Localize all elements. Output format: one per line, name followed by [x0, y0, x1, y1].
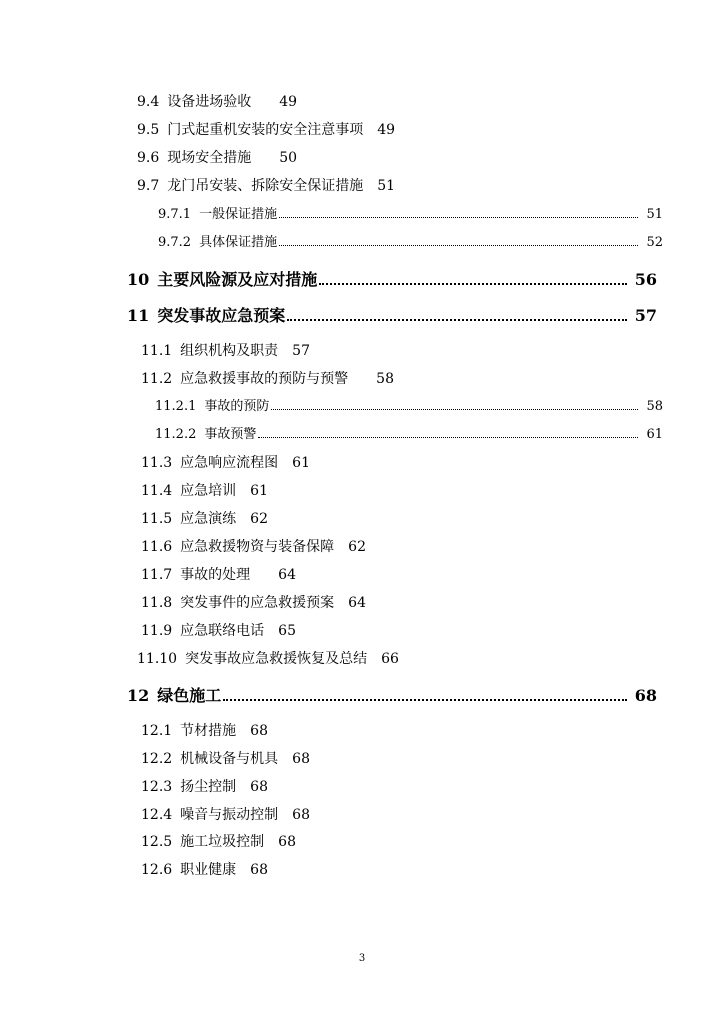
toc-entry-number: 12.5: [141, 834, 173, 850]
toc-entry-number: 11.2.1: [155, 399, 197, 414]
toc-chapter-10[interactable]: [127, 270, 657, 290]
toc-entry-title: 机械设备与机具: [180, 751, 279, 767]
toc-entry-11-8[interactable]: [141, 594, 366, 612]
toc-entry-number: 11.5: [141, 511, 173, 527]
toc-entry-title: 应急救援事故的预防与预警: [180, 371, 349, 387]
toc-entry-number: 12: [127, 686, 150, 705]
toc-entry-title: 一般保证措施: [199, 207, 278, 222]
toc-entry-11-2-1[interactable]: [155, 398, 663, 416]
toc-entry-page: 57: [292, 343, 310, 359]
toc-entry-number: 11.3: [141, 455, 173, 471]
toc-entry-11-2-2[interactable]: [155, 426, 663, 444]
dot-leader: [223, 698, 626, 701]
toc-entry-page: 68: [250, 862, 268, 878]
toc-entry-number: 9.7.2: [158, 235, 192, 250]
toc-entry-number: 12.3: [141, 779, 173, 795]
toc-entry-11-9[interactable]: [141, 622, 296, 640]
toc-entry-number: 12.1: [141, 723, 173, 739]
toc-entry-number: 9.4: [137, 94, 160, 110]
toc-entry-title: 突发事件的应急救援预案: [180, 595, 335, 611]
toc-entry-page: 68: [634, 686, 657, 705]
toc-entry-11-7[interactable]: [141, 566, 296, 584]
toc-entry-title: 施工垃圾控制: [180, 834, 265, 850]
toc-chapter-12[interactable]: [127, 686, 657, 706]
toc-entry-page: 61: [292, 455, 310, 471]
toc-entry-11-3[interactable]: [141, 454, 310, 472]
toc-entry-number: 11.7: [141, 567, 173, 583]
toc-entry-number: 9.5: [137, 122, 160, 138]
toc-entry-page: 65: [278, 623, 296, 639]
toc-entry-9-7-2[interactable]: [158, 234, 663, 252]
toc-entry-title: 事故的预防: [204, 399, 270, 414]
toc-entry-9-7[interactable]: [137, 177, 395, 195]
dot-leader: [279, 244, 638, 246]
toc-entry-title: 应急响应流程图: [180, 455, 279, 471]
toc-entry-title: 职业健康: [180, 862, 237, 878]
toc-entry-number: 11.8: [141, 595, 173, 611]
toc-entry-12-6[interactable]: [141, 861, 268, 879]
toc-entry-title: 突发事故应急救援恢复及总结: [185, 651, 368, 667]
toc-entry-12-3[interactable]: [141, 778, 268, 796]
toc-entry-11-2[interactable]: [141, 370, 394, 388]
toc-entry-9-7-1[interactable]: [158, 206, 663, 224]
toc-entry-title: 绿色施工: [157, 686, 222, 705]
toc-entry-number: 11.1: [141, 343, 173, 359]
toc-entry-title: 具体保证措施: [199, 235, 278, 250]
toc-entry-number: 11.2: [141, 371, 173, 387]
toc-entry-page: 68: [250, 779, 268, 795]
toc-entry-title: 突发事故应急预案: [157, 306, 286, 325]
toc-entry-page: 62: [250, 511, 268, 527]
toc-entry-page: 64: [348, 595, 366, 611]
dot-leader: [279, 216, 638, 218]
toc-entry-number: 12.6: [141, 862, 173, 878]
toc-entry-page: 61: [250, 483, 268, 499]
toc-entry-title: 事故的处理: [180, 567, 251, 583]
toc-entry-11-10[interactable]: [137, 650, 399, 668]
toc-entry-11-5[interactable]: [141, 510, 268, 528]
toc-entry-page: 49: [279, 94, 298, 110]
toc-entry-page: 61: [646, 427, 663, 442]
toc-entry-title: 主要风险源及应对措施: [157, 270, 318, 289]
toc-entry-title: 应急培训: [180, 483, 237, 499]
toc-entry-page: 51: [377, 178, 396, 194]
toc-entry-number: 9.7: [137, 178, 160, 194]
toc-entry-9-4[interactable]: [137, 93, 297, 111]
toc-entry-12-2[interactable]: [141, 750, 310, 768]
toc-chapter-11[interactable]: [127, 306, 657, 326]
toc-entry-page: 58: [646, 399, 663, 414]
toc-entry-page: 52: [646, 235, 663, 250]
toc-entry-page: 68: [278, 834, 296, 850]
toc-entry-11-4[interactable]: [141, 482, 268, 500]
toc-entry-title: 设备进场验收: [167, 94, 252, 110]
toc-entry-number: 12.2: [141, 751, 173, 767]
toc-entry-title: 事故预警: [204, 427, 257, 442]
toc-entry-11-6[interactable]: [141, 538, 366, 556]
toc-entry-title: 应急联络电话: [180, 623, 265, 639]
toc-entry-title: 龙门吊安装、拆除安全保证措施: [167, 178, 364, 194]
toc-entry-page: 64: [278, 567, 296, 583]
toc-entry-title: 噪音与振动控制: [180, 807, 279, 823]
dot-leader: [258, 436, 638, 438]
toc-entry-page: 68: [292, 751, 310, 767]
toc-entry-page: 68: [292, 807, 310, 823]
toc-entry-number: 11.2.2: [155, 427, 197, 442]
toc-entry-title: 扬尘控制: [180, 779, 237, 795]
toc-entry-number: 11.6: [141, 539, 173, 555]
toc-entry-12-1[interactable]: [141, 722, 268, 740]
toc-entry-page: 57: [634, 306, 657, 325]
toc-entry-number: 11.9: [141, 623, 173, 639]
toc-entry-number: 10: [127, 270, 150, 289]
toc-entry-title: 现场安全措施: [167, 150, 252, 166]
toc-entry-title: 节材措施: [180, 723, 237, 739]
toc-entry-page: 66: [381, 651, 399, 667]
toc-entry-12-5[interactable]: [141, 833, 296, 851]
toc-entry-number: 9.7.1: [158, 207, 192, 222]
toc-entry-page: 62: [348, 539, 366, 555]
toc-entry-11-1[interactable]: [141, 342, 310, 360]
dot-leader: [319, 282, 626, 285]
toc-entry-number: 11.10: [137, 651, 178, 667]
toc-entry-page: 56: [634, 270, 657, 289]
toc-entry-9-5[interactable]: [137, 121, 395, 139]
toc-entry-number: 11: [127, 306, 150, 325]
toc-entry-title: 应急救援物资与装备保障: [180, 539, 335, 555]
toc-entry-page: 49: [377, 122, 396, 138]
dot-leader: [287, 318, 626, 321]
toc-entry-number: 9.6: [137, 150, 160, 166]
page-number: 3: [358, 953, 366, 964]
toc-entry-title: 组织机构及职责: [180, 343, 279, 359]
toc-entry-title: 应急演练: [180, 511, 237, 527]
toc-entry-9-6[interactable]: [137, 149, 297, 167]
toc-entry-12-4[interactable]: [141, 806, 310, 824]
toc-entry-page: 58: [376, 371, 394, 387]
toc-entry-page: 68: [250, 723, 268, 739]
dot-leader: [271, 408, 638, 410]
toc-entry-number: 12.4: [141, 807, 173, 823]
toc-entry-title: 门式起重机安装的安全注意事项: [167, 122, 364, 138]
toc-entry-page: 51: [646, 207, 663, 222]
toc-entry-number: 11.4: [141, 483, 173, 499]
toc-entry-page: 50: [279, 150, 298, 166]
